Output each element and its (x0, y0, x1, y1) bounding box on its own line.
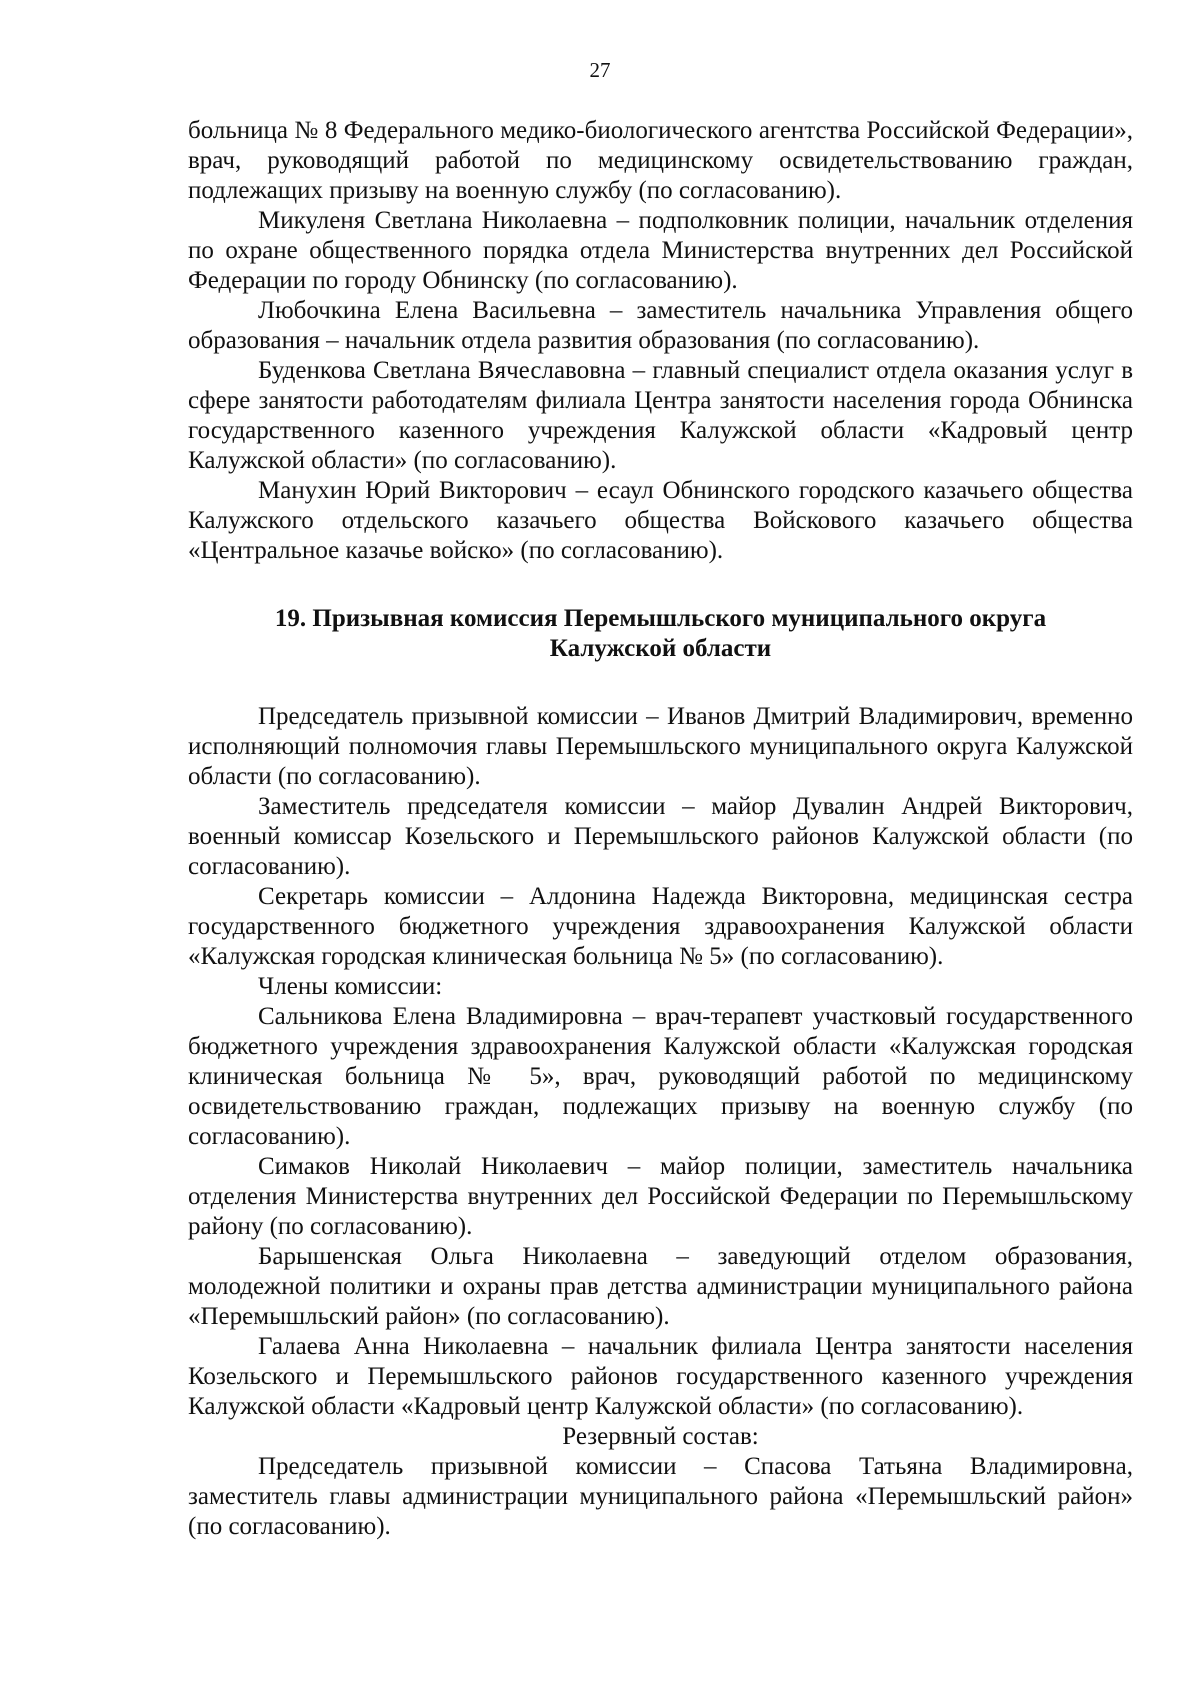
paragraph: Председатель призывной комиссии – Спасова Татьяна Владимировна, заместитель главы администрации муниципального района «Перемышльский район» (по согласованию). (188, 1453, 1133, 1540)
paragraph: Симаков Николай Николаевич – майор полиции, заместитель начальника отделения Министерства внутренних дел Российской Федерации по Перемышльскому району (по согласованию). (188, 1153, 1133, 1240)
paragraph: Галаева Анна Николаевна – начальник филиала Центра занятости населения Козельского и Перемышльского районов государственного казенного учреждения Калужской области «Кадровый центр Калужской области» (по согласованию). (188, 1333, 1133, 1420)
paragraph: Заместитель председателя комиссии – майор Дувалин Андрей Викторович, военный комиссар Козельского и Перемышльского районов Калужской области (по согласованию). (188, 793, 1133, 880)
paragraph: Секретарь комиссии – Алдонина Надежда Викторовна, медицинская сестра государственного бюджетного учреждения здравоохранения Калужской области «Калужская городская клиническая больница № 5» (по согласованию). (188, 883, 1133, 970)
section-title (188, 604, 1133, 664)
paragraph: Барышенская Ольга Николаевна – заведующий отделом образования, молодежной политики и охраны прав детства администрации муниципального района «Перемышльский район» (по согласованию). (188, 1243, 1133, 1330)
document-body (188, 116, 1133, 1542)
page-number: 27 (589, 58, 611, 82)
section-title-line-2: Калужской области (549, 635, 772, 662)
paragraph: больница № 8 Федерального медико-биологического агентства Российской Федерации», врач, руководящий работой по медицинскому освидетельствованию граждан, подлежащих призыву на военную службу (по согласованию). (188, 117, 1133, 204)
paragraph: Председатель призывной комиссии – Иванов Дмитрий Владимирович, временно исполняющий полномочия главы Перемышльского муниципального округа Калужской области (по согласованию). (188, 703, 1133, 790)
paragraph: Сальникова Елена Владимировна – врач-терапевт участковый государственного бюджетного учреждения здравоохранения Калужской области «Калужская городская клиническая больница № 5», врач, руководящий работой по медицинскому освидетельствованию граждан, подлежащих призыву на военную службу (по согласованию). (188, 1003, 1133, 1150)
paragraph: Микуленя Светлана Николаевна – подполковник полиции, начальник отделения по охране общественного порядка отдела Министерства внутренних дел Российской Федерации по городу Обнинску (по согласованию). (188, 207, 1133, 294)
paragraph-group-main (188, 702, 1133, 1422)
paragraph: Буденкова Светлана Вячеславовна – главный специалист отдела оказания услуг в сфере занятости работодателям филиала Центра занятости населения города Обнинска государственного казенного учреждения Калужской области «Кадровый центр Калужской области» (по согласованию). (188, 357, 1133, 474)
paragraph: Члены комиссии: (258, 973, 443, 1000)
section-title-line-1: 19. Призывная комиссия Перемышльского муниципального округа (274, 605, 1047, 632)
paragraph: Манухин Юрий Викторович – есаул Обнинского городского казачьего общества Калужского отдельского казачьего общества Войскового казачьего общества «Центральное казачье войско» (по согласованию). (188, 477, 1133, 564)
paragraph-group-top (188, 116, 1133, 566)
reserve-heading: Резервный состав: (562, 1423, 759, 1450)
paragraph-group-reserve (188, 1452, 1133, 1542)
paragraph: Любочкина Елена Васильевна – заместитель начальника Управления общего образования – начальник отдела развития образования (по согласованию). (188, 297, 1133, 354)
